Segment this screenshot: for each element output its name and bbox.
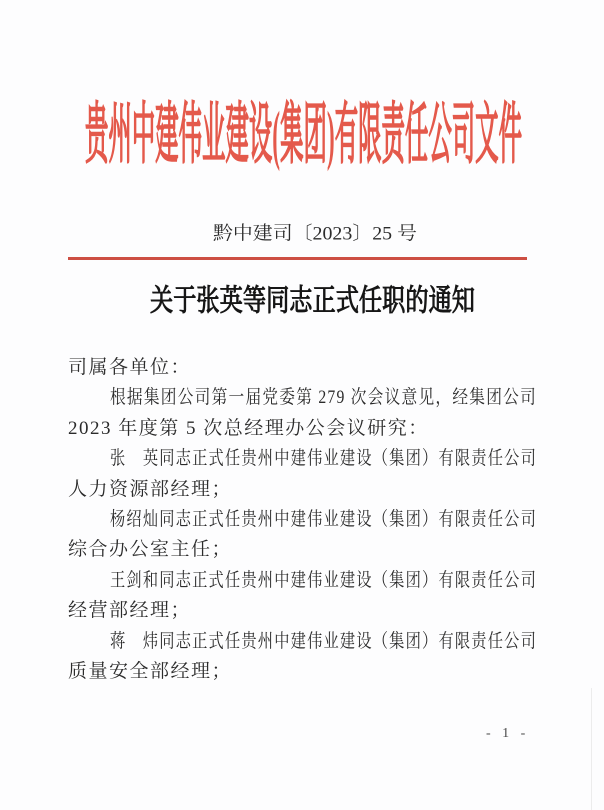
body-line-text: 张 英同志正式任贵州中建伟业建设（集团）有限责任公司 (110, 448, 537, 470)
document-body (68, 353, 537, 687)
body-line (68, 414, 537, 444)
body-line-text: 质量安全部经理； (68, 660, 233, 682)
letterhead-title (85, 101, 522, 174)
company-name-text: 贵州中建伟业建设(集团)有限责任公司文件 (85, 101, 522, 174)
body-line (68, 444, 537, 474)
body-line (68, 353, 537, 383)
body-line (68, 535, 537, 565)
body-line (68, 627, 537, 657)
body-line (68, 475, 537, 505)
body-line-text: 经营部经理； (68, 600, 192, 622)
body-line-text: 蒋 炜同志正式任贵州中建伟业建设（集团）有限责任公司 (110, 630, 537, 652)
document-title (150, 286, 475, 317)
body-line-text: 王剑和同志正式任贵州中建伟业建设（集团）有限责任公司 (110, 569, 537, 591)
page-number: - 1 - (486, 726, 529, 741)
doc-number (213, 223, 417, 243)
body-line (68, 596, 537, 626)
body-line (68, 566, 537, 596)
body-line (68, 657, 537, 687)
body-line-text: 司属各单位： (68, 357, 192, 378)
body-line-text: 杨绍灿同志正式任贵州中建伟业建设（集团）有限责任公司 (110, 508, 537, 530)
body-line-text: 根据集团公司第一届党委第 279 次会议意见，经集团公司 (110, 387, 537, 409)
body-line (68, 505, 537, 535)
body-line-text: 2023 年度第 5 次总经理办公会议研究： (68, 417, 429, 439)
document-title-text: 关于张英等同志正式任职的通知 (150, 284, 475, 318)
red-divider-line (68, 257, 527, 260)
doc-number-text: 黔中建司〔2023〕25 号 (213, 223, 417, 244)
body-line-text: 人力资源部经理； (68, 478, 233, 500)
scan-edge-artifact (591, 688, 592, 810)
body-line (68, 383, 537, 413)
body-line-text: 综合办公室主任； (68, 539, 233, 561)
